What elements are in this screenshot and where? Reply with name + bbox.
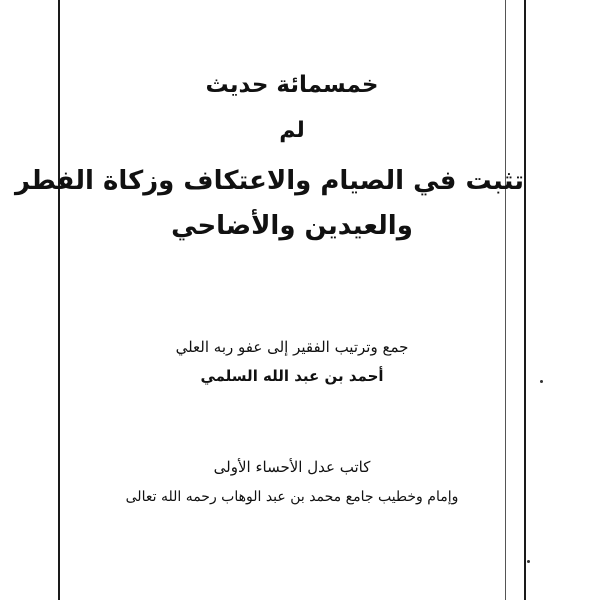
page-border-right — [524, 0, 526, 600]
author-role-line-1: كاتب عدل الأحساء الأولى — [213, 458, 371, 476]
book-title-line-2: لم — [279, 118, 305, 143]
scan-speck — [527, 560, 530, 563]
author-role-line-2: وإمام وخطيب جامع محمد بن عبد الوهاب رحمه الله تعالى — [125, 489, 459, 505]
compiler-name: أحمد بن عبد الله السلمي — [200, 367, 384, 385]
book-title-line-4: والعيدين والأضاحي — [171, 211, 413, 241]
scan-speck — [540, 380, 543, 383]
book-title-line-3: تثبت في الصيام والاعتكاف وزكاة الفطر — [15, 166, 524, 196]
book-title-line-1: خمسمائة حديث — [205, 72, 379, 98]
compiler-intro: جمع وترتيب الفقير إلى عفو ربه العلي — [175, 338, 409, 356]
